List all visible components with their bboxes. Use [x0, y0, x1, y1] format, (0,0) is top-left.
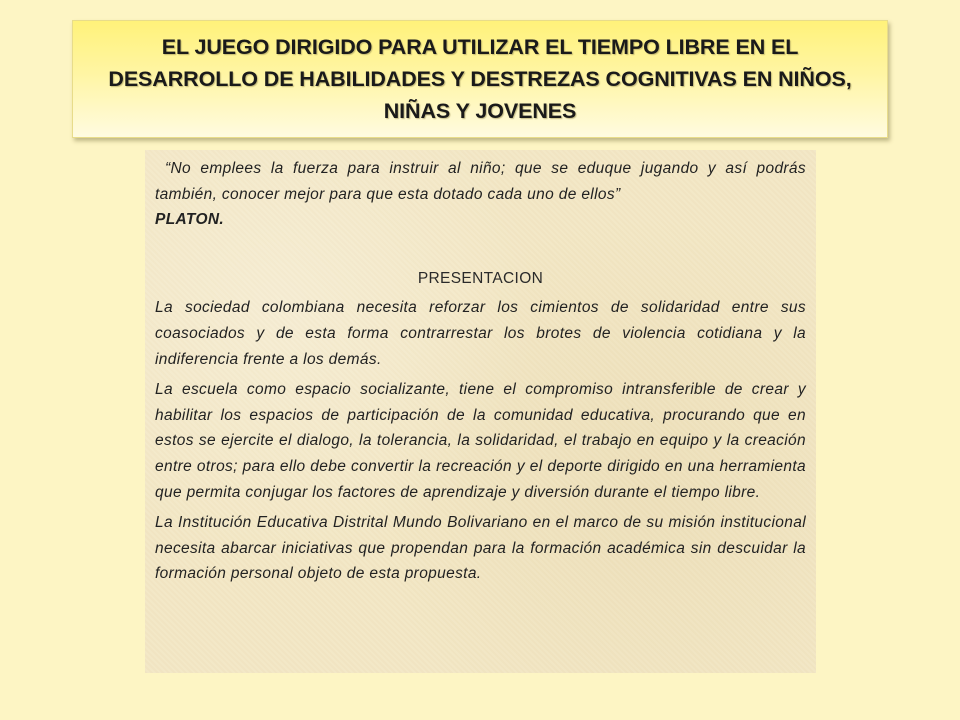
section-heading: PRESENTACION [417, 269, 544, 287]
paragraph-2: La escuela como espacio socializante, tiene el compromiso intransferible de crear y habilitar los espacios de participación de la comunidad educativa, procurando que en estos se ejercite el dialogo, la tolerancia, la solidaridad, el trabajo en equipo y la creación entre otros; para ello debe convertir la recreación y el deporte dirigido en una herramienta que permita conjugar los factores de aprendizaje y diversión durante el tiempo libre. [155, 381, 806, 501]
quote-text: “No emplees la fuerza para instruir al niño; que se eduque jugando y así podrás también, conocer mejor para que esta dotado cada uno de ellos” [155, 160, 806, 203]
paragraph-1: La sociedad colombiana necesita reforzar los cimientos de solidaridad entre sus coasociados y de esta forma contrarrestar los brotes de violencia cotidiana y la indiferencia frente a los demás. [155, 299, 806, 368]
title-banner [72, 20, 888, 138]
content-panel [145, 150, 816, 673]
quote-author: PLATON. [155, 211, 225, 229]
paragraph-3: La Institución Educativa Distrital Mundo Bolivariano en el marco de su misión institucional necesita abarcar iniciativas que propendan para la formación académica sin descuidar la formación personal objeto de esta propuesta. [155, 514, 806, 583]
slide-title: EL JUEGO DIRIGIDO PARA UTILIZAR EL TIEMPO LIBRE EN EL DESARROLLO DE HABILIDADES Y DESTREZAS COGNITIVAS EN NIÑOS, NIÑAS Y JOVENES [108, 35, 852, 123]
